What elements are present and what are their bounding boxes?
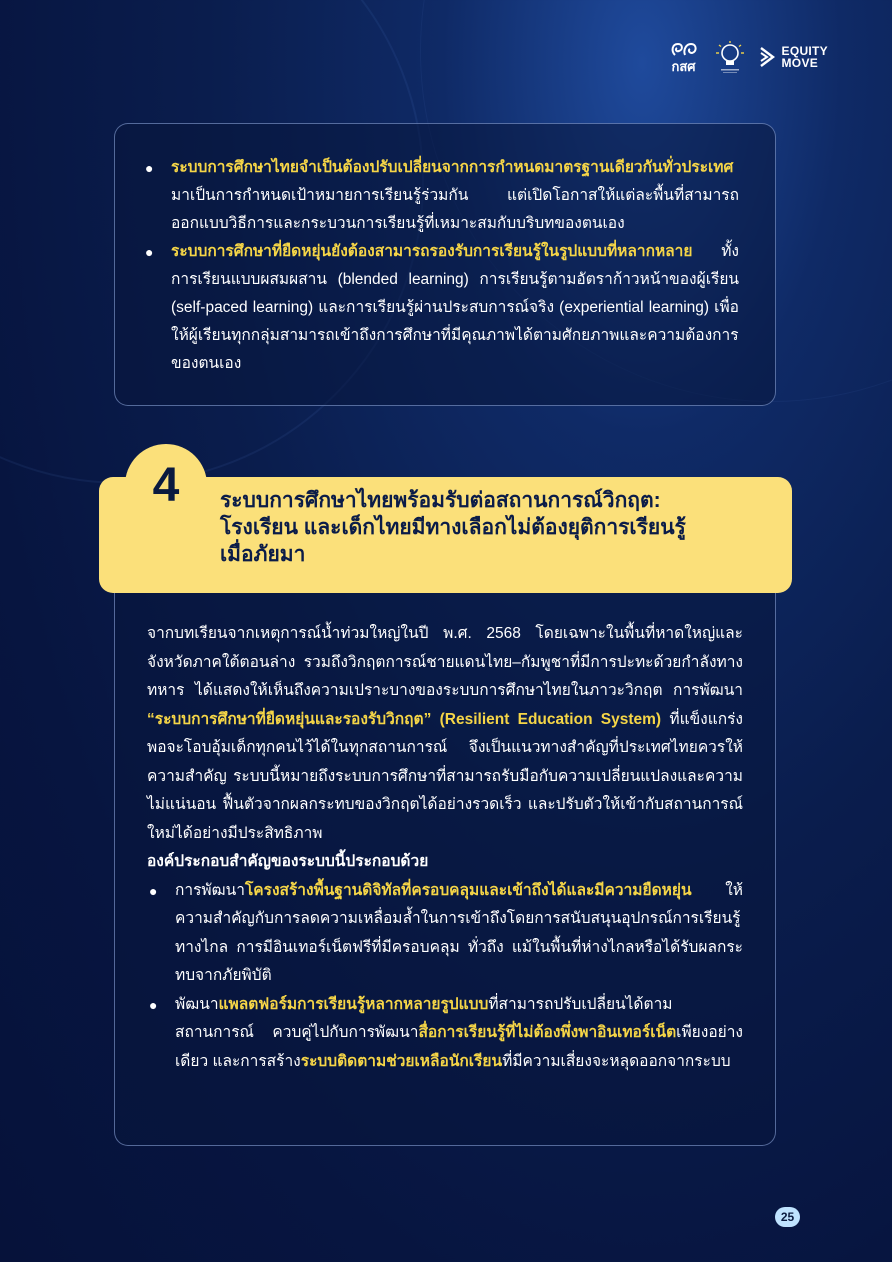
list-item-highlight: ระบบการศึกษาที่ยืดหยุ่นยังต้องสามารถรองรับการเรียนรู้ในรูปแบบที่หลากหลาย [171, 243, 693, 260]
list-item-text: มาเป็นการกำหนดเป้าหมายการเรียนรู้ร่วมกัน แต่เปิดโอกาสให้แต่ละพื้นที่สามารถออกแบบวิธีการและกระบวนการเรียนรู้ที่เหมาะสมกับบริบทของตนเอง [171, 187, 739, 232]
page-number: 25 [775, 1207, 800, 1227]
lightbulb-icon [715, 40, 745, 74]
paragraph-highlight: “ระบบการศึกษาที่ยืดหยุ่นและรองรับวิกฤต” (Resilient Education System) [147, 710, 662, 728]
kss-mark-icon [669, 41, 699, 59]
header-logos [667, 40, 828, 74]
section-title-line: ระบบการศึกษาไทยพร้อมรับต่อสถานการณ์วิกฤต: [220, 489, 661, 512]
section-body [147, 620, 743, 1076]
list-item [143, 238, 739, 378]
components-heading: องค์ประกอบสำคัญของระบบนี้ประกอบด้วย [147, 853, 429, 870]
bullet-icon: ● [145, 244, 154, 260]
list-item-highlight: ระบบการศึกษาไทยจำเป็นต้องปรับเปลี่ยนจากการกำหนดมาตรฐานเดียวกันทั่วประเทศ [171, 159, 734, 176]
list-item-text: ทั้งการเรียนแบบผสมผสาน (blended learning) การเรียนรู้ตามอัตราก้าวหน้าของผู้เรียน (self-paced learning) และการเรียนรู้ผ่านประสบการณ์จริง (experiential learning) เพื่อให้ผู้เรียนทุกกลุ่มสามารถเข้าถึงการศึกษาที่มีคุณภาพได้ตามศักยภาพและความต้องการของตนเอง [171, 243, 739, 372]
kss-logo [667, 41, 701, 73]
bullet-icon: ● [149, 882, 158, 899]
kss-logo-text: กสศ [671, 59, 696, 74]
equity-logo-line2: MOVE [781, 56, 819, 70]
body-paragraph: จากบทเรียนจากเหตุการณ์น้ำท่วมใหญ่ในปี พ.ศ. 2568 โดยเฉพาะในพื้นที่หาดใหญ่และจังหวัดภาคใต้ตอนล่าง รวมถึงวิกฤตการณ์ชายแดนไทย–กัมพูชาที่มีการปะทะด้วยกำลังทางทหาร ได้แสดงให้เห็นถึงความเปราะบางของระบบการศึกษาไทยในภาวะวิกฤต การพัฒนา “ระบบการศึกษาที่ยืดหยุ่นและรองรับวิกฤต” (Resilient Education System) ที่แข็งแกร่งพอจะโอบอุ้มเด็กทุกคนไว้ได้ในทุกสถานการณ์ จึงเป็นแนวทางสำคัญที่ประเทศไทยควรให้ความสำคัญ ระบบนี้หมายถึงระบบการศึกษาที่สามารถรับมือกับความเปลี่ยนแปลงและความไม่แน่นอน ฟื้นตัวจากผลกระทบของวิกฤตได้อย่างรวดเร็ว และปรับตัวให้เข้ากับสถานการณ์ใหม่ได้อย่างมีประสิทธิภาพ [147, 625, 743, 842]
equity-logo-line1: EQUITY [781, 44, 828, 58]
components-list [147, 877, 743, 1077]
section-title [220, 487, 760, 568]
list-item [143, 154, 739, 238]
recommendation-list [143, 154, 739, 378]
equity-move-logo [759, 45, 828, 69]
section-title-line: เมื่อภัยมา [220, 543, 306, 566]
chevron-right-icon [759, 46, 777, 68]
bullet-icon: ● [149, 996, 158, 1013]
list-item: ● พัฒนาแพลตฟอร์มการเรียนรู้หลากหลายรูปแบบที่สามารถปรับเปลี่ยนได้ตามสถานการณ์ ควบคู่ไปกับการพัฒนาสื่อการเรียนรู้ที่ไม่ต้องพึ่งพาอินเทอร์เน็ตเพียงอย่างเดียว และการสร้างระบบติดตามช่วยเหลือนักเรียนที่มีความเสี่ยงจะหลุดออกจากระบบ [147, 991, 743, 1077]
bullet-icon: ● [145, 160, 154, 176]
list-item: ● การพัฒนาโครงสร้างพื้นฐานดิจิทัลที่ครอบคลุมและเข้าถึงได้และมีความยืดหยุ่น ให้ความสำคัญกับการลดความเหลื่อมล้ำในการเข้าถึงโดยการสนับสนุนอุปกรณ์การเรียนรู้ทางไกล การมีอินเทอร์เน็ตฟรีที่มีครอบคลุม ทั่วถึง แม้ในพื้นที่ห่างไกลหรือได้รับผลกระทบจากภัยพิบัติ [147, 877, 743, 991]
recommendation-box [114, 123, 776, 406]
section-title-line: โรงเรียน และเด็กไทยมีทางเลือกไม่ต้องยุติการเรียนรู้ [220, 516, 686, 539]
section-number-badge: 4 [125, 444, 207, 526]
